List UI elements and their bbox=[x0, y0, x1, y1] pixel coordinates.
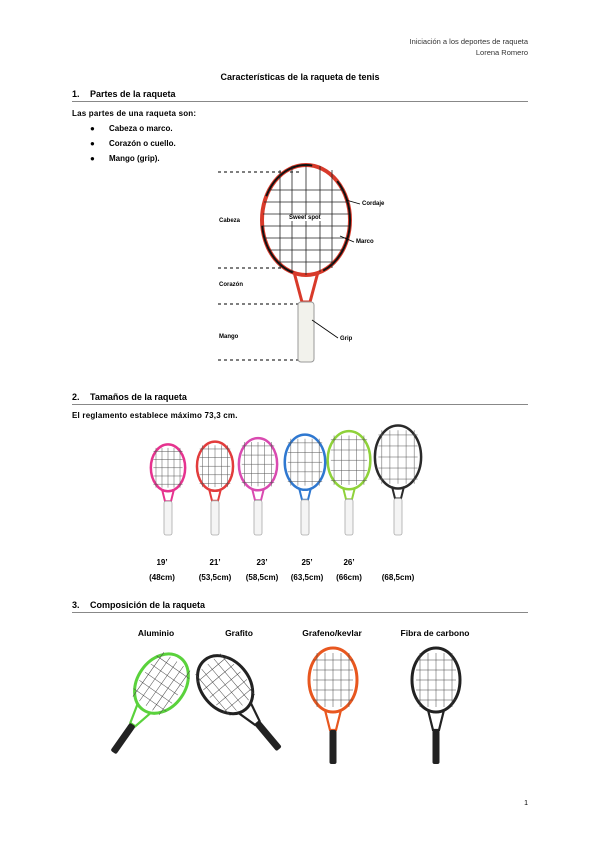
size-inch-label: 25’ bbox=[301, 558, 313, 567]
material-racket bbox=[94, 644, 200, 767]
size-inch-label: 26’ bbox=[343, 558, 355, 567]
size-racket bbox=[375, 426, 421, 536]
section-1-number: 1. bbox=[72, 89, 80, 99]
header-course: Iniciación a los deportes de raqueta bbox=[409, 37, 528, 46]
size-racket bbox=[328, 431, 371, 535]
bullet-item: ● Cabeza o marco. bbox=[90, 124, 173, 133]
label-cordaje: Cordaje bbox=[362, 201, 385, 207]
bullet-item: ● Mango (grip). bbox=[90, 154, 160, 163]
size-racket bbox=[285, 435, 325, 535]
label-sweet-spot: Sweet spot bbox=[289, 215, 321, 221]
page-header bbox=[410, 36, 528, 58]
header-author: Lorena Romero bbox=[475, 48, 528, 57]
material-racket bbox=[186, 645, 297, 765]
racket-grip bbox=[298, 302, 314, 362]
page-number: 1 bbox=[524, 800, 528, 807]
section-2-intro: El reglamento establece máximo 73,3 cm. bbox=[72, 411, 238, 420]
section-1-title: Partes de la raqueta bbox=[90, 89, 176, 99]
document-title: Características de la raqueta de tenis bbox=[220, 72, 380, 82]
section-1-intro: Las partes de una raqueta son: bbox=[72, 109, 197, 118]
size-cm-label: (58,5cm) bbox=[245, 573, 279, 582]
size-racket bbox=[151, 444, 185, 535]
bullet-item: ● Corazón o cuello. bbox=[90, 139, 176, 148]
section-3-number: 3. bbox=[72, 600, 80, 610]
material-racket bbox=[309, 648, 357, 764]
size-cm-label: (48cm) bbox=[149, 573, 175, 582]
section-3-title: Composición de la raqueta bbox=[90, 600, 206, 610]
size-racket bbox=[197, 442, 233, 535]
material-fibra-carbono: Fibra de carbono bbox=[400, 628, 470, 638]
material-grafito: Grafito bbox=[225, 628, 253, 638]
section-3-heading bbox=[72, 600, 528, 613]
size-inch-label: 21’ bbox=[209, 558, 221, 567]
label-marco: Marco bbox=[356, 239, 374, 245]
label-grip: Grip bbox=[340, 336, 353, 342]
label-mango: Mango bbox=[219, 334, 239, 340]
section-1-heading bbox=[72, 89, 528, 102]
material-racket bbox=[412, 648, 460, 764]
section-2-title: Tamaños de la raqueta bbox=[90, 392, 187, 402]
size-cm-label: (66cm) bbox=[336, 573, 362, 582]
racket-materials-illustration bbox=[0, 640, 600, 770]
label-corazon: Corazón bbox=[219, 282, 243, 288]
section-2-number: 2. bbox=[72, 392, 80, 402]
size-inch-label: 23’ bbox=[256, 558, 268, 567]
racket-sizes-illustration bbox=[0, 425, 600, 545]
size-inch-label: 19’ bbox=[156, 558, 168, 567]
size-racket bbox=[239, 438, 277, 535]
size-cm-label: (68,5cm) bbox=[381, 573, 415, 582]
size-cm-label: (53,5cm) bbox=[198, 573, 232, 582]
racket-parts-diagram bbox=[0, 160, 600, 380]
label-cabeza: Cabeza bbox=[219, 218, 241, 224]
size-cm-label: (63,5cm) bbox=[290, 573, 324, 582]
material-aluminio: Aluminio bbox=[137, 628, 175, 638]
material-grafeno-kevlar: Grafeno/kevlar bbox=[302, 628, 362, 638]
section-2-heading bbox=[72, 392, 528, 405]
